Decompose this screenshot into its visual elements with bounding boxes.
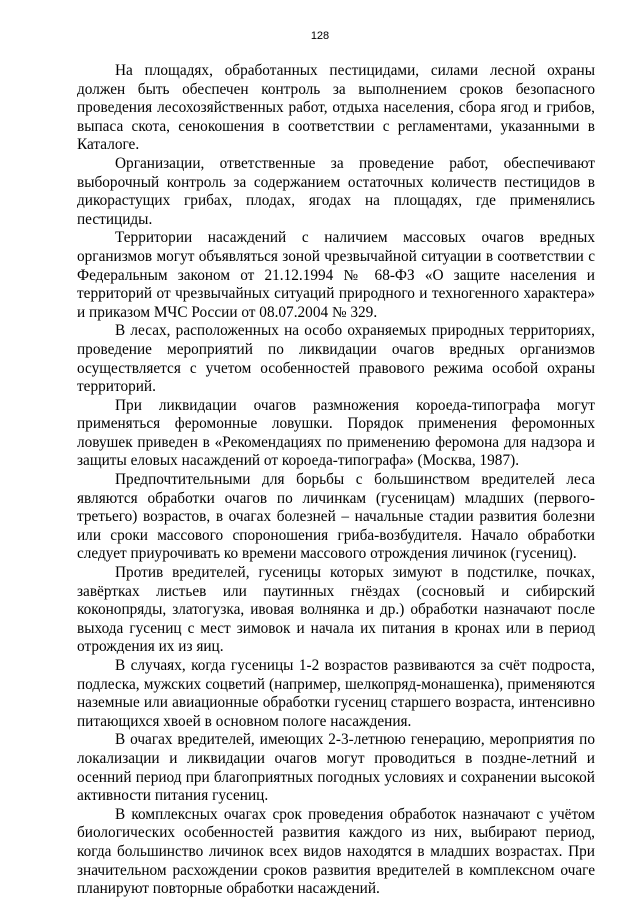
paragraph-complex-outbreaks: В комплексных очагах срок проведения обработок назначают с учётом биологических особенностей развития каждого из них, выбирают период, когда большинство личинок всех видов находятся в младших возрастах. При значительном расхождении сроков развития вредителей в комплексном очаге планируют повторные обработки насаждений. [77,805,595,898]
paragraph-pheromone-traps: При ликвидации очагов размножения короеда-типографа могут применяться феромонные ловушки. Порядок применения феромонных ловушек приведен в «Рекомендациях по применению феромона для надзора и защиты еловых насаждений от короеда-типографа» (Москва, 1987). [77,396,595,470]
paragraph-emergency-zone: Территории насаждений с наличием массовых очагов вредных организмов могут объявляться зоной чрезвычайной ситуации в соответствии с Федеральным законом от 21.12.1994 № 68-ФЗ «О защите населения и территорий от чрезвычайных ситуаций природного и техногенного характера» и приказом МЧС России от 08.07.2004 № 329. [77,229,595,321]
paragraph-pesticide-areas-control: На площадях, обработанных пестицидами, силами лесной охраны должен быть обеспечен контроль за выполнением сроков безопасного проведения лесохозяйственных работ, отдыха населения, сбора ягод и грибов, выпаса скота, сенокошения в соответствии с регламентами, указанными в Каталоге. [77,62,595,154]
paragraph-protected-territories: В лесах, расположенных на особо охраняемых природных территориях, проведение мероприятий по ликвидации очагов вредных организмов осуществляется с учетом особенностей правового режима особой охраны территорий. [77,322,595,396]
paragraph-residue-monitoring: Организации, ответственные за проведение работ, обеспечивают выборочный контроль за содержанием остаточных количеств пестицидов в дикорастущих грибах, плодах, ягодах на площадях, где применялись пестициды. [77,154,595,228]
paragraph-undergrowth-larvae: В случаях, когда гусеницы 1-2 возрастов развиваются за счёт подроста, подлеска, мужских соцветий (например, шелкопряд-монашенка), применяются наземные или авиационные обработки гусениц старшего возраста, интенсивно питающихся хвоей в основном пологе насаждения. [77,657,595,730]
paragraph-overwintering-pests: Против вредителей, гусеницы которых зимуют в подстилке, почках, завёртках листьев или паутинных гнёздах (сосновый и сибирский коконопряды, златогузка, ивовая волнянка и др.) обработки назначают после выхода гусениц с мест зимовок и начала их питания в кронах или в период отрождения их из яиц. [77,564,595,656]
paragraph-preferred-treatment: Предпочтительными для борьбы с большинством вредителей леса являются обработки очагов по личинкам (гусеницам) младших (первого-третьего) возрастов, в очагах болезней – начальные стадии развития болезни или сроки массового спороношения гриба-возбудителя. Начало обработки следует приурочивать ко времени массового отрождения личинок (гусениц). [77,471,595,563]
paragraph-multiyear-generation: В очагах вредителей, имеющих 2-3-летнюю генерацию, мероприятия по локализации и ликвидации очагов могут проводиться в поздне-летний и осенний период при благоприятных погодных условиях и сохранении высокой активности питания гусениц. [77,731,595,805]
body-text [77,62,595,899]
page-number: 128 [310,30,330,42]
